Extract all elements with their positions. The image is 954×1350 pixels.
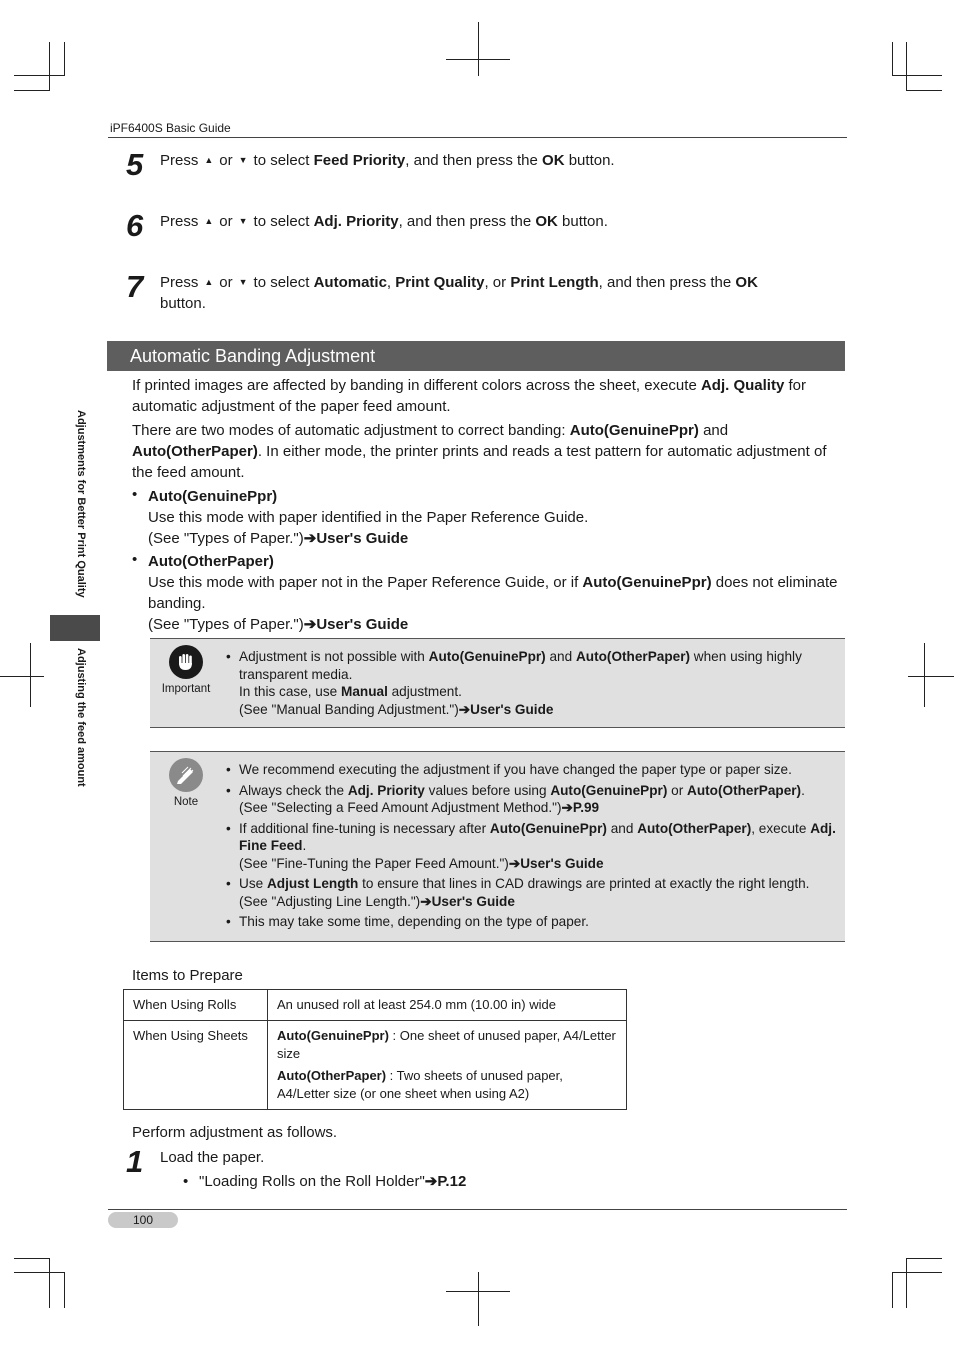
prepare-table [123, 989, 627, 1110]
crop-mark [446, 1291, 510, 1292]
crop-mark [478, 22, 479, 76]
crop-mark [906, 90, 942, 91]
arrow-icon: ➔ [561, 800, 573, 815]
down-arrow-icon: ▼ [238, 155, 248, 165]
table-cell: When Using Rolls [124, 990, 268, 1021]
step-text: Press ▲ or ▼ to select Automatic, Print Quality, or Print Length, and then press the OK button. [160, 274, 758, 312]
down-arrow-icon: ▼ [238, 277, 248, 287]
note-item: • This may take some time, depending on the type of paper. [226, 913, 841, 931]
users-guide-link[interactable]: User's Guide [316, 530, 409, 547]
crop-mark [906, 1258, 942, 1259]
bullet-icon: • [132, 486, 138, 503]
section-heading: Automatic Banding Adjustment [107, 341, 845, 371]
sidebar-tab [50, 615, 100, 641]
table-row [124, 990, 627, 1021]
bullet-icon: • [132, 551, 138, 568]
crop-mark [892, 1272, 893, 1308]
note-item: • Use Adjust Length to ensure that lines in CAD drawings are printed at exactly the right length. (See "Adjusting Line Length.")➔User's Guide [226, 875, 841, 910]
page-link[interactable]: P.99 [572, 800, 600, 815]
sidebar-section: Adjusting the feed amount [75, 648, 87, 787]
intro-paragraph: If printed images are affected by banding in different colors across the sheet, execute Adj. Quality for automatic adjustment of the paper feed amount. [132, 377, 806, 415]
arrow-icon: ➔ [424, 1173, 438, 1190]
mode-genuine: Auto(GenuinePpr) Use this mode with paper identified in the Paper Reference Guide. (See "Types of Paper.")➔User's Guide [148, 488, 589, 547]
table-row [124, 1021, 627, 1110]
step-number: 5 [126, 147, 144, 182]
modes-paragraph: There are two modes of automatic adjustment to correct banding: Auto(GenuinePpr) and Auto(OtherPaper). In either mode, the printer prints and reads a test pattern for automatic adjustment of the feed amount. [132, 422, 827, 481]
important-item: • Adjustment is not possible with Auto(GenuinePpr) and Auto(OtherPaper) when using highly transparent media. In this case, use Manual adjustment. (See "Manual Banding Adjustment.")➔User's Guide [226, 648, 841, 718]
crop-mark [924, 643, 925, 707]
document-title: iPF6400S Basic Guide [110, 121, 231, 135]
crop-mark [906, 42, 907, 90]
crop-mark [64, 1272, 65, 1308]
table-cell: An unused roll at least 254.0 mm (10.00 in) wide [268, 990, 627, 1021]
users-guide-link[interactable]: User's Guide [470, 701, 554, 717]
perform-text: Perform adjustment as follows. [132, 1124, 338, 1141]
table-cell: Auto(GenuinePpr) : One sheet of unused paper, A4/Letter size Auto(OtherPaper) : Two sheets of unused paper, A4/Letter size (or one sheet when using A2) [268, 1021, 627, 1110]
crop-mark [892, 42, 893, 76]
step-number: 7 [126, 269, 144, 304]
bullet-icon: • [183, 1173, 189, 1190]
arrow-icon: ➔ [420, 893, 432, 909]
step-text: Press ▲ or ▼ to select Feed Priority, and then press the OK button. [160, 152, 615, 169]
pencil-icon [169, 758, 203, 792]
note-label: Note [173, 796, 199, 808]
note-box [150, 751, 845, 942]
arrow-icon: ➔ [508, 855, 521, 871]
important-label: Important [161, 683, 211, 695]
note-icon-group [160, 758, 212, 808]
users-guide-link[interactable]: User's Guide [520, 855, 604, 871]
page-link[interactable]: P.12 [437, 1173, 467, 1190]
crop-mark [30, 643, 31, 707]
arrow-icon: ➔ [303, 616, 317, 633]
crop-mark [892, 75, 942, 76]
header-rule [108, 137, 847, 138]
crop-mark [14, 75, 64, 76]
users-guide-link[interactable]: User's Guide [431, 893, 515, 909]
step-number: 6 [126, 208, 144, 243]
page-number: 100 [108, 1212, 178, 1228]
crop-mark [64, 42, 65, 76]
step-text: Press ▲ or ▼ to select Adj. Priority, and then press the OK button. [160, 213, 608, 230]
important-box [150, 638, 845, 728]
crop-mark [908, 676, 954, 677]
crop-mark [446, 59, 510, 60]
step-number: 1 [126, 1144, 144, 1179]
note-item: • If additional fine-tuning is necessary after Auto(GenuinePpr) and Auto(OtherPaper), execute Adj. Fine Feed. (See "Fine-Tuning the Paper Feed Amount.")➔User's Guide [226, 820, 841, 873]
arrow-icon: ➔ [458, 701, 471, 717]
crop-mark [0, 676, 44, 677]
users-guide-link[interactable]: User's Guide [316, 616, 409, 633]
prepare-heading: Items to Prepare [132, 967, 243, 984]
up-arrow-icon: ▲ [204, 277, 214, 287]
hand-stop-icon [169, 645, 203, 679]
table-cell: When Using Sheets [124, 1021, 268, 1110]
footer-rule [108, 1209, 847, 1210]
mode-other: Auto(OtherPaper) Use this mode with paper not in the Paper Reference Guide, or if Auto(GenuinePpr) does not eliminate banding. (See "Types of Paper.")➔User's Guide [148, 553, 838, 633]
arrow-icon: ➔ [303, 530, 317, 547]
crop-mark [14, 1258, 50, 1259]
important-list [226, 648, 841, 718]
crop-mark [906, 1258, 907, 1308]
crop-mark [892, 1272, 942, 1273]
crop-mark [49, 42, 50, 90]
important-icon-group [160, 645, 212, 695]
step-text: Load the paper. • "Loading Rolls on the Roll Holder"➔P.12 [160, 1149, 467, 1190]
down-arrow-icon: ▼ [238, 216, 248, 226]
up-arrow-icon: ▲ [204, 216, 214, 226]
up-arrow-icon: ▲ [204, 155, 214, 165]
note-list [226, 761, 841, 931]
crop-mark [14, 1272, 64, 1273]
sidebar-chapter: Adjustments for Better Print Quality [75, 410, 87, 598]
crop-mark [49, 1258, 50, 1308]
note-item: • We recommend executing the adjustment if you have changed the paper type or paper size. [226, 761, 841, 779]
crop-mark [478, 1272, 479, 1326]
note-item: • Always check the Adj. Priority values before using Auto(GenuinePpr) or Auto(OtherPaper). (See "Selecting a Feed Amount Adjustment Method.")➔P.99 [226, 782, 841, 817]
crop-mark [14, 90, 50, 91]
